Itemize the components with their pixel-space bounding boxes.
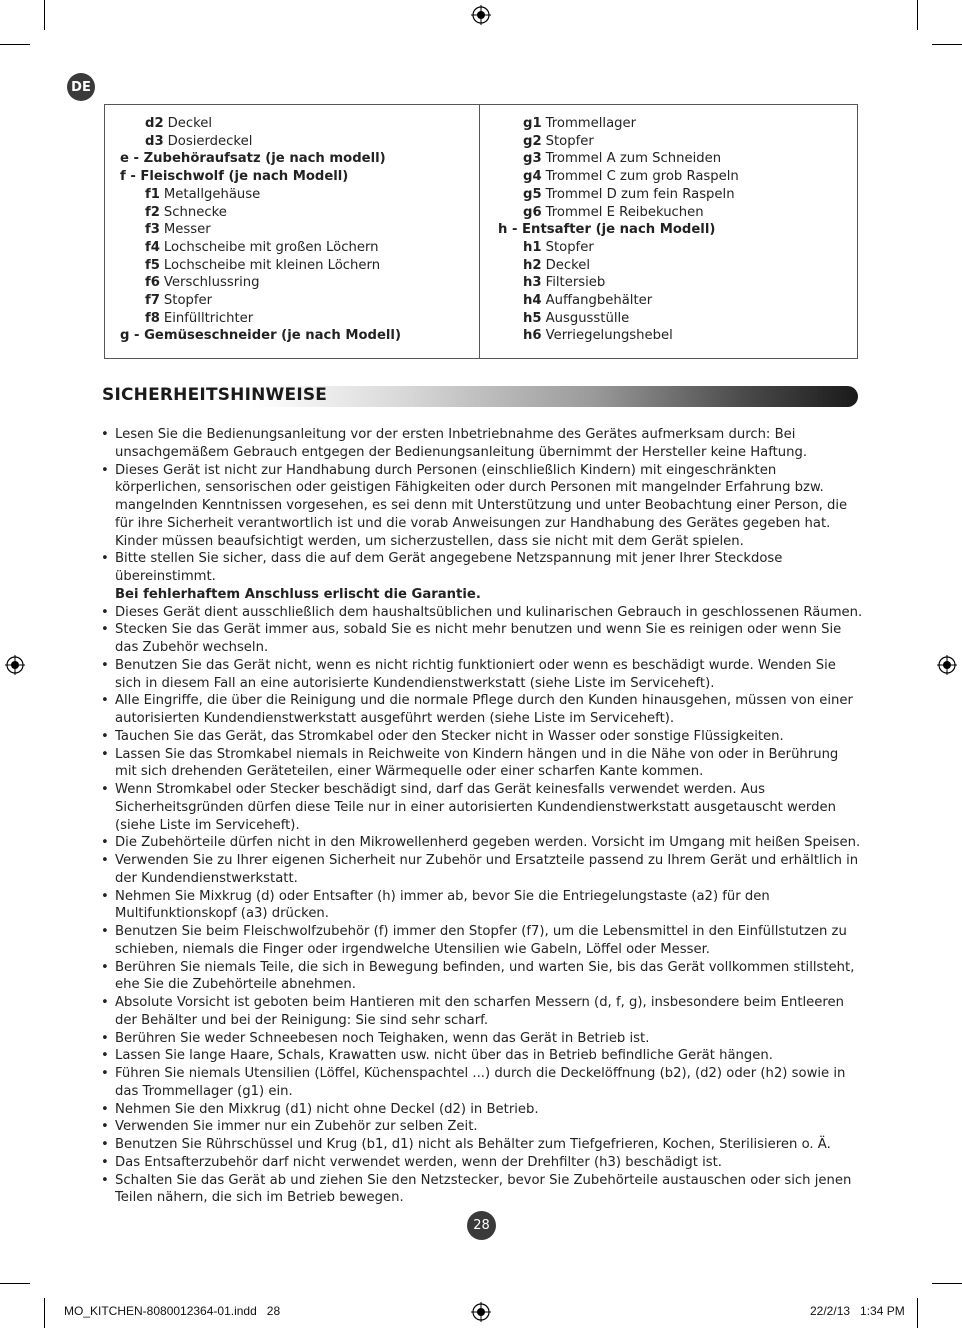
safety-item-text: Tauchen Sie das Gerät, das Stromkabel oder den Stecker nicht in Wasser oder sonstige Flüssigkeiten. <box>115 728 784 744</box>
parts-group-heading <box>483 221 857 239</box>
parts-item-code: h2 <box>523 257 542 273</box>
parts-item <box>105 292 479 310</box>
safety-item-text: Nehmen Sie den Mixkrug (d1) nicht ohne Deckel (d2) in Betrieb. <box>115 1101 539 1117</box>
safety-item-text: Berühren Sie niemals Teile, die sich in Bewegung befinden, und warten Sie, bis das Gerät vollkommen stillsteht, ehe Sie die Zubehörteile abnehmen. <box>115 959 855 993</box>
bullet-icon: • <box>101 835 109 851</box>
safety-item <box>101 657 863 693</box>
bullet-icon: • <box>101 622 109 638</box>
parts-column-left <box>105 105 480 358</box>
safety-item-text: Das Entsafterzubehör darf nicht verwendet werden, wenn der Drehfilter (h3) beschädigt ist. <box>115 1154 722 1170</box>
safety-item <box>101 462 863 551</box>
bullet-icon: • <box>101 427 109 442</box>
parts-item-code: d2 <box>145 116 164 131</box>
parts-item <box>483 310 857 328</box>
footer-date: 22/2/13 1:34 PM <box>810 1304 905 1318</box>
parts-item <box>483 292 857 310</box>
parts-item-label: Auffangbehälter <box>545 293 653 309</box>
parts-item-label: Verriegelungshebel <box>545 328 673 344</box>
parts-item <box>105 221 479 239</box>
safety-item-text: Dieses Gerät ist nicht zur Handhabung durch Personen (einschließlich Kindern) mit eingeschränkten körperlichen, sensorischen oder geistigen Fähigkeiten oder durch Personen mit mangelnder Erfahrung bzw. mangelnden Kenntnissen vorgesehen, es sei denn mit Unterstützung und unter Beobachtung einer Person, die für ihre Sicherheit verantwortlich ist und die vorab Anweisungen zur Handhabung des Gerätes gegeben hat. Kinder müssen beaufsichtigt werden, um sicherzustellen, dass sie nicht mit dem Gerät spielen. <box>115 462 848 549</box>
parts-item-label: g - Gemüseschneider (je nach Modell) <box>120 328 401 344</box>
safety-item <box>101 994 863 1030</box>
parts-item-label: Stopfer <box>163 293 213 309</box>
safety-item <box>101 550 863 603</box>
safety-item-text: Benutzen Sie beim Fleischwolfzubehör (f) immer den Stopfer (f7), um die Lebensmittel in den Einfüllstutzen zu schieben, niemals die Finger oder irgendwelche Utensilien wie Gabeln, Löffel oder Messer. <box>115 924 847 957</box>
safety-list <box>101 426 863 1207</box>
parts-item-label: Ausgusstülle <box>545 310 630 326</box>
safety-item <box>101 692 863 728</box>
bullet-icon: • <box>101 782 109 797</box>
safety-item-text: Benutzen Sie das Gerät nicht, wenn es nicht richtig funktioniert oder wenn es beschädigt wurde. Wenden Sie sich in diesem Fall an eine autorisierte Kundendienstwerkstatt (siehe Liste im Serviceheft). <box>115 657 836 691</box>
parts-item-code: g4 <box>523 169 542 185</box>
section-title: SICHERHEITSHINWEISE <box>102 385 328 405</box>
safety-item-text: Verwenden Sie zu Ihrer eigenen Sicherheit nur Zubehör und Ersatzteile passend zu Ihrem Gerät und erhältlich in der Kundendienstwerkstatt. <box>115 853 859 886</box>
safety-item-text: Schalten Sie das Gerät ab und ziehen Sie den Netzstecker, bevor Sie Zubehörteile austauschen oder sich jenen Teilen nähern, die sich im Betrieb bewegen. <box>115 1172 852 1206</box>
safety-item-text: Lesen Sie die Bedienungsanleitung vor der ersten Inbetriebnahme des Gerätes aufmerksam durch: Bei unsachgemäßem Gebrauch entgegen der Bedienungsanleitung übernimmt der Hersteller keine Haftung. <box>115 427 808 460</box>
bullet-icon: • <box>101 693 109 709</box>
bullet-icon: • <box>101 959 109 975</box>
crop-mark <box>0 1283 30 1284</box>
parts-table <box>104 104 858 359</box>
safety-item-text: Nehmen Sie Mixkrug (d) oder Entsafter (h) immer ab, bevor Sie die Entriegelungstaste (a2) für den Multifunktionskopf (a3) drücken. <box>115 888 770 922</box>
safety-item-text: Bitte stellen Sie sicher, dass die auf dem Gerät angegebene Netzspannung mit jener Ihrer Steckdose übereinstimmt. <box>115 551 783 584</box>
bullet-icon: • <box>101 924 109 939</box>
parts-item-label: Schnecke <box>163 204 227 220</box>
bullet-icon: • <box>101 1030 109 1046</box>
safety-item <box>101 1030 863 1048</box>
parts-item-code: g5 <box>523 186 542 202</box>
parts-item-code: h6 <box>523 328 542 344</box>
safety-item-text: Die Zubehörteile dürfen nicht in den Mikrowellenherd gegeben werden. Vorsicht im Umgang mit heißen Speisen. <box>115 835 861 851</box>
parts-item <box>483 133 857 151</box>
crop-mark <box>0 44 30 45</box>
parts-item-code: f4 <box>145 239 160 255</box>
parts-item <box>105 133 479 151</box>
bullet-icon: • <box>101 888 109 904</box>
registration-mark-icon <box>5 655 25 675</box>
parts-item-code: f6 <box>145 275 160 291</box>
safety-item-text: Lassen Sie das Stromkabel niemals in Reichweite von Kindern hängen und in die Nähe von oder in Berührung mit sich drehenden Geräteteilen, einer Wärmequelle oder einer scharfen Kante kommen. <box>115 746 839 780</box>
parts-item <box>483 239 857 257</box>
crop-mark <box>932 44 962 45</box>
parts-item <box>105 186 479 204</box>
parts-item-code: f8 <box>145 310 160 326</box>
parts-item-code: h5 <box>523 310 542 326</box>
parts-group-heading <box>105 327 479 345</box>
parts-item-code: g1 <box>523 116 542 131</box>
language-badge: DE <box>67 73 95 101</box>
parts-item-label: Einfülltrichter <box>163 310 254 326</box>
parts-item-label: Trommel D zum fein Raspeln <box>545 186 735 202</box>
safety-item-text: Alle Eingriffe, die über die Reinigung und die normale Pflege durch den Kunden hinausgehen, müssen von einer autorisierten Kundendienstwerkstatt ausgeführt werden (siehe Liste im Serviceheft). <box>115 693 853 726</box>
safety-item <box>101 604 863 622</box>
crop-mark <box>44 1298 45 1328</box>
bullet-icon: • <box>101 1119 109 1135</box>
parts-item-code: d3 <box>145 133 164 149</box>
parts-item-label: Metallgehäuse <box>163 186 261 202</box>
safety-item <box>101 746 863 782</box>
bullet-icon: • <box>101 853 109 868</box>
bullet-icon: • <box>101 1066 109 1081</box>
parts-item <box>105 115 479 133</box>
safety-item-text: Dieses Gerät dient ausschließlich dem haushaltsüblichen und kulinarischen Gebrauch in geschlossenen Räumen. <box>115 604 863 620</box>
parts-item-code: f2 <box>145 204 160 220</box>
parts-item-code: h4 <box>523 293 542 309</box>
safety-item-emphasis: Bei fehlerhaftem Anschluss erlischt die Garantie. <box>115 586 481 602</box>
bullet-icon: • <box>101 551 109 567</box>
crop-mark <box>44 0 45 30</box>
parts-item <box>105 310 479 328</box>
parts-item-label: Stopfer <box>545 133 594 149</box>
safety-item <box>101 1154 863 1172</box>
parts-item-code: f1 <box>145 186 160 202</box>
registration-mark-icon <box>471 5 491 25</box>
safety-item <box>101 426 863 462</box>
safety-item-text: Benutzen Sie Rührschüssel und Krug (b1, d1) nicht als Behälter zum Tiefgefrieren, Kochen, Sterilisieren o. Ä. <box>115 1137 831 1152</box>
parts-item <box>483 115 857 133</box>
parts-item-label: Filtersieb <box>545 275 606 291</box>
safety-item-text: Berühren Sie weder Schneebesen noch Teighaken, wenn das Gerät in Betrieb ist. <box>115 1030 650 1046</box>
parts-item-code: g2 <box>523 133 542 149</box>
parts-item <box>483 257 857 275</box>
safety-item <box>101 621 863 657</box>
safety-item <box>101 959 863 995</box>
crop-mark <box>917 1298 918 1328</box>
safety-item-text: Lassen Sie lange Haare, Schals, Krawatten usw. nicht über das in Betrieb befindliche Gerät hängen. <box>115 1048 773 1064</box>
parts-item-label: Lochscheibe mit großen Löchern <box>163 239 379 255</box>
safety-item <box>101 1136 863 1154</box>
bullet-icon: • <box>101 462 109 478</box>
parts-item-label: Deckel <box>167 116 213 131</box>
parts-item-label: Dosierdeckel <box>167 133 253 149</box>
parts-item <box>105 239 479 257</box>
parts-item-code: f5 <box>145 257 160 273</box>
parts-item <box>483 327 857 345</box>
parts-item-label: Lochscheibe mit kleinen Löchern <box>163 257 381 273</box>
parts-item-label: Messer <box>163 222 211 238</box>
parts-item <box>483 204 857 222</box>
footer-file-info: MO_KITCHEN-8080012364-01.indd 28 <box>64 1304 281 1318</box>
safety-item <box>101 1172 863 1208</box>
parts-item-label: Trommel C zum grob Raspeln <box>545 169 739 185</box>
parts-item-label: Verschlussring <box>163 275 260 291</box>
page-number: 28 <box>467 1211 496 1240</box>
parts-item-label: Stopfer <box>545 239 594 255</box>
bullet-icon: • <box>101 657 109 673</box>
bullet-icon: • <box>101 1154 109 1170</box>
parts-item-code: g6 <box>523 204 542 220</box>
parts-item <box>483 168 857 186</box>
parts-item-code: f7 <box>145 293 160 309</box>
parts-item-label: e - Zubehöraufsatz (je nach modell) <box>120 151 386 167</box>
parts-item <box>483 186 857 204</box>
safety-item <box>101 781 863 834</box>
parts-item-label: h - Entsafter (je nach Modell) <box>498 222 716 238</box>
bullet-icon: • <box>101 746 109 762</box>
safety-item <box>101 852 863 888</box>
parts-item-label: Trommellager <box>545 116 637 131</box>
bullet-icon: • <box>101 1048 109 1064</box>
parts-group-heading <box>105 150 479 168</box>
crop-mark <box>932 1283 962 1284</box>
bullet-icon: • <box>101 1101 109 1117</box>
parts-item-label: f - Fleischwolf (je nach Modell) <box>120 169 349 185</box>
parts-item <box>105 257 479 275</box>
safety-item <box>101 728 863 746</box>
registration-mark-icon <box>937 655 957 675</box>
bullet-icon: • <box>101 604 109 620</box>
parts-item <box>483 150 857 168</box>
registration-mark-icon <box>471 1302 491 1322</box>
parts-group-heading <box>105 168 479 186</box>
parts-item <box>105 274 479 292</box>
safety-item <box>101 923 863 959</box>
safety-item <box>101 834 863 852</box>
parts-item-code: g3 <box>523 151 542 167</box>
bullet-icon: • <box>101 728 109 744</box>
safety-item-text: Führen Sie niemals Utensilien (Löffel, Küchenspachtel ...) durch die Deckelöffnung (b2), (d2) oder (h2) sowie in das Trommellager (g1) ein. <box>115 1066 846 1099</box>
bullet-icon: • <box>101 995 109 1010</box>
parts-item <box>105 204 479 222</box>
safety-item <box>101 1118 863 1136</box>
parts-item-label: Trommel A zum Schneiden <box>545 151 722 167</box>
safety-item <box>101 1101 863 1119</box>
parts-item-label: Trommel E Reibekuchen <box>545 204 704 220</box>
safety-item <box>101 888 863 924</box>
crop-mark <box>917 0 918 30</box>
parts-item-code: f3 <box>145 222 160 238</box>
bullet-icon: • <box>101 1137 109 1152</box>
parts-item-code: h3 <box>523 275 542 291</box>
safety-item-text: Absolute Vorsicht ist geboten beim Hantieren mit den scharfen Messern (d, f, g), insbesondere beim Entleeren der Behälter und bei der Reinigung: Sie sind sehr scharf. <box>115 995 845 1028</box>
safety-item <box>101 1047 863 1065</box>
parts-item-label: Deckel <box>545 257 591 273</box>
safety-item-text: Stecken Sie das Gerät immer aus, sobald Sie es nicht mehr benutzen und wenn Sie es reinigen oder wenn Sie das Zubehör wechseln. <box>115 622 842 655</box>
parts-item-code: h1 <box>523 239 542 255</box>
safety-item-text: Verwenden Sie immer nur ein Zubehör zur selben Zeit. <box>115 1119 478 1135</box>
safety-item <box>101 1065 863 1101</box>
parts-column-right <box>480 105 857 358</box>
bullet-icon: • <box>101 1172 109 1188</box>
safety-item-text: Wenn Stromkabel oder Stecker beschädigt sind, darf das Gerät keinesfalls verwendet werden. Aus Sicherheitsgründen dürfen diese Teile nur in einer autorisierten Kundendienstwerkstatt ausgetauscht werden (siehe Liste im Serviceheft). <box>115 782 836 833</box>
parts-item <box>483 274 857 292</box>
